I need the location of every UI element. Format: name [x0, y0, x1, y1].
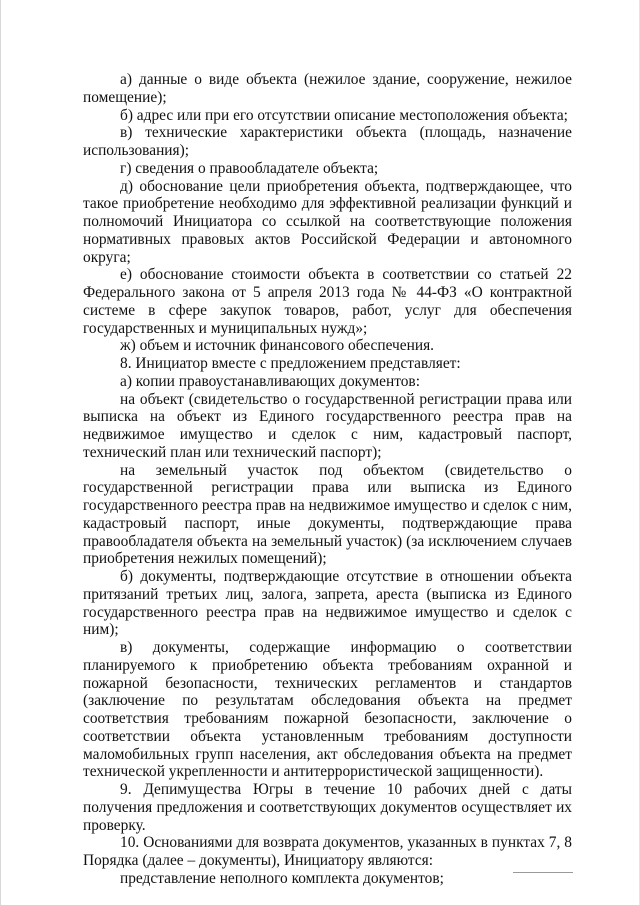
- footer-line: [513, 872, 573, 873]
- clause-8-heading: 8. Инициатор вместе с предложением представляет:: [120, 355, 461, 372]
- item-d-justification: д) обоснование цели приобретения объекта, подтверждающее, что такое приобретение необходимо для эффективной реализации функций и полномочий Инициатора со ссылкой на соответствующие положения нормативных правовых актов Российской Федерации и автономного округа;: [83, 177, 572, 266]
- item-a-object-type: а) данные о виде объекта (нежилое здание, сооружение, нежилое помещение);: [83, 71, 572, 106]
- clause-8-item-b: б) документы, подтверждающие отсутствие в отношении объекта притязаний третьих лиц, залога, запрета, ареста (выписка из Единого государственного реестра прав на недвижимое имущество и сделок с ним);: [83, 568, 572, 639]
- item-g-owner: г) сведения о правообладателе объекта;: [120, 159, 379, 177]
- clause-8-land-docs: на земельный участок под объектом (свидетельство о государственной регистрации права или выписка из Единого государственного реестра прав на недвижимое имущество и сделок с ним, кадастровый паспорт, иные документы, подтверждающие права правообладателя объекта на земельный участок) (за исключением случаев приобретения нежилых помещений);: [83, 461, 572, 568]
- item-b-address: б) адрес или при его отсутствии описание местоположения объекта;: [120, 106, 568, 124]
- clause-10-incomplete: представление неполного комплекта документов;: [120, 869, 444, 887]
- clause-8-item-a: а) копии правоустанавливающих документов:: [120, 372, 420, 390]
- item-e-cost: е) обоснование стоимости объекта в соответствии со статьей 22 Федерального закона от 5 апреля 2013 года № 44-ФЗ «О контрактной системе в сфере закупок товаров, работ, услуг для обеспечения государственных и муниципальных нужд»;: [83, 266, 572, 337]
- item-zh-financing: ж) объем и источник финансового обеспечения.: [120, 337, 435, 355]
- clause-10: 10. Основаниями для возврата документов, указанных в пунктах 7, 8 Порядка (далее – документы), Инициатору являются:: [83, 834, 572, 869]
- clause-8-item-v: в) документы, содержащие информацию о соответствии планируемого к приобретению объекта требованиям охранной и пожарной безопасности, технических регламентов и стандартов (заключение по результатам обследования объекта на предмет соответствия требованиям пожарной безопасности, заключение о соответствии объекта установленным требованиям доступности маломобильных групп населения, акт обследования объекта на предмет технической укрепленности и антитеррористической защищенности).: [83, 639, 572, 781]
- document-body: [83, 71, 572, 888]
- item-v-characteristics: в) технические характеристики объекта (площадь, назначение использования);: [83, 124, 572, 159]
- clause-8-object-docs: на объект (свидетельство о государственной регистрации права или выписка на объект из Единого государственного реестра прав на недвижимое имущество и сделок с ним, кадастровый паспорт, технический план или технический паспорт);: [83, 390, 572, 461]
- clause-9: 9. Депимущества Югры в течение 10 рабочих дней с даты получения предложения и соответствующих документов осуществляет их проверку.: [83, 781, 572, 834]
